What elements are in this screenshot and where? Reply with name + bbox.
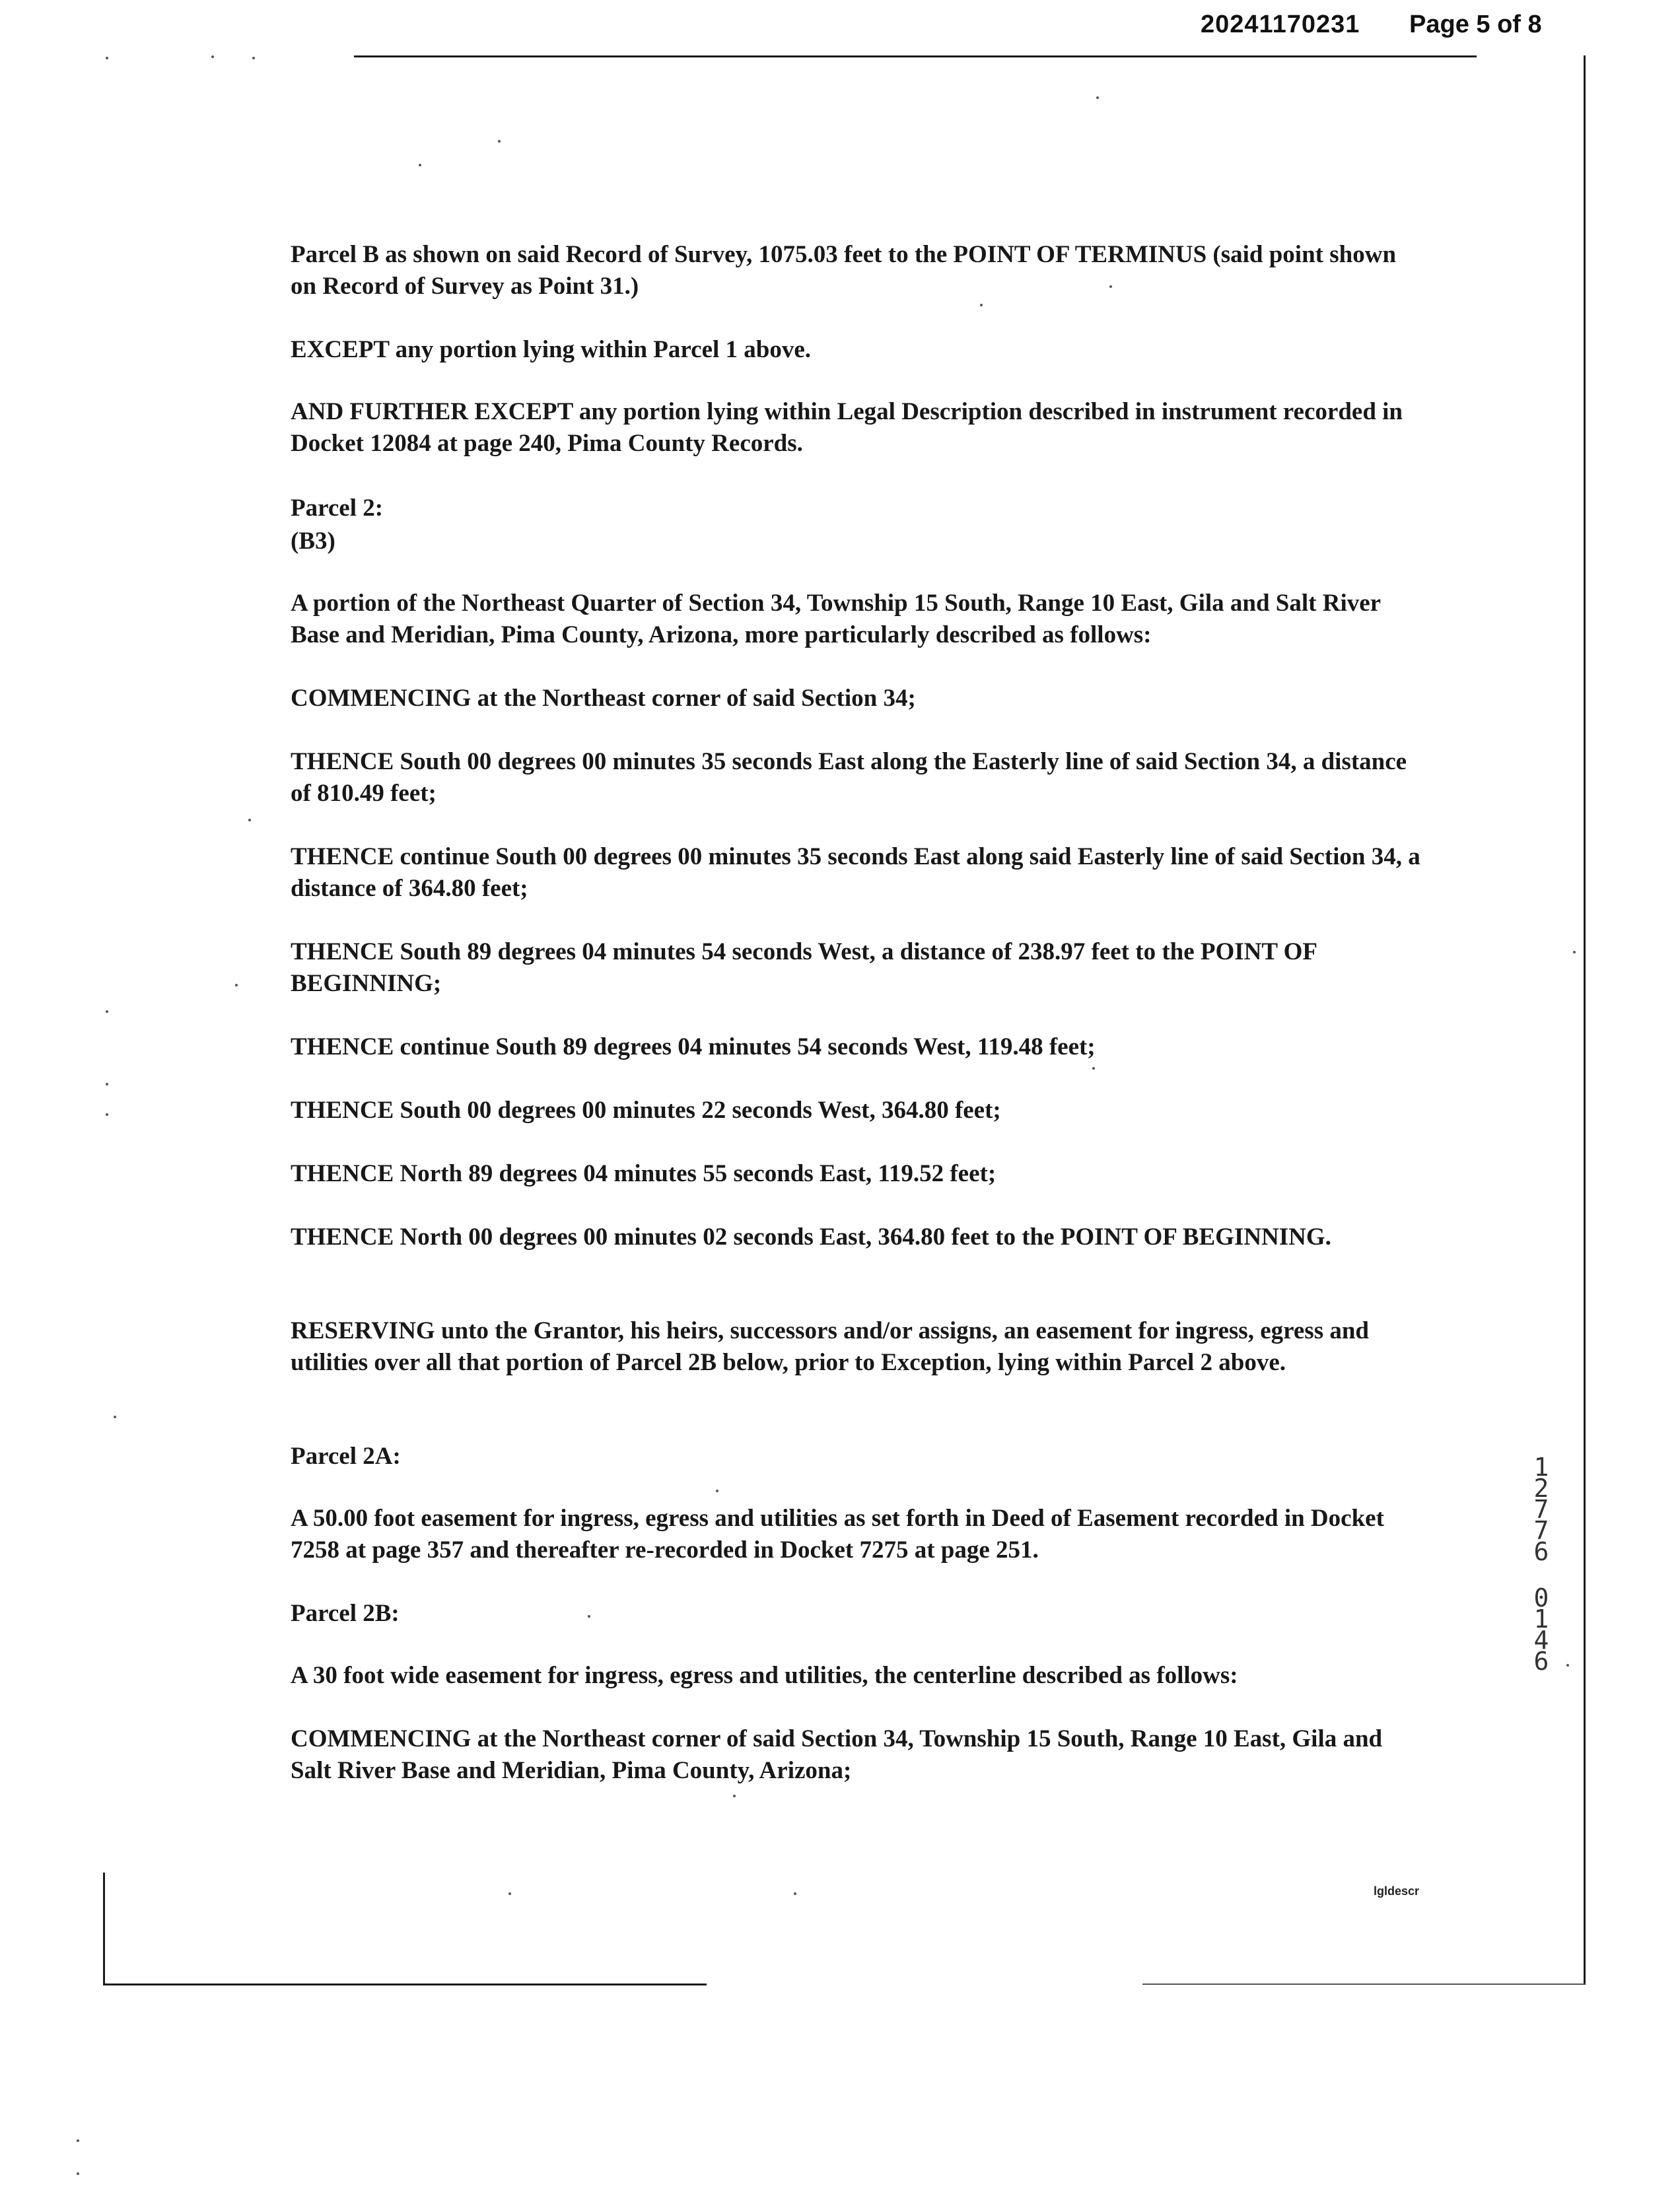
scan-speck	[1109, 285, 1112, 288]
paragraph-thence-6: THENCE North 89 degrees 04 minutes 55 seconds East, 119.52 feet;	[291, 1160, 997, 1187]
footer-code: lgldescr	[1374, 1884, 1420, 1898]
scan-speck	[235, 984, 238, 986]
paragraph-commencing-2: COMMENCING at the Northeast corner of said Section 34, Township 15 South, Range 10 East, Gila and Salt River Base and Meridian, Pima County, Arizona;	[291, 1725, 1383, 1784]
scan-speck	[211, 55, 214, 58]
scan-speck	[980, 304, 983, 306]
paragraph-northeast-quarter: A portion of the Northeast Quarter of Section 34, Township 15 South, Range 10 East, Gila and Salt River Base and Meridian, Pima County, Arizona, more particularly described as follows:	[291, 590, 1381, 648]
scan-speck	[106, 1010, 108, 1013]
scan-speck	[248, 819, 251, 821]
scan-speck	[1092, 1067, 1095, 1070]
scan-speck	[588, 1615, 590, 1618]
paragraph-thence-7: THENCE North 00 degrees 00 minutes 02 seconds East, 364.80 feet to the POINT OF BEGINNING.	[291, 1224, 1331, 1251]
right-border	[1584, 55, 1586, 1985]
page-label: Page 5 of 8	[1409, 11, 1542, 38]
paragraph-commencing-1: COMMENCING at the Northeast corner of said Section 34;	[291, 685, 916, 712]
paragraph-thence-5: THENCE South 00 degrees 00 minutes 22 seconds West, 364.80 feet;	[291, 1097, 1001, 1124]
scan-speck	[1566, 1664, 1569, 1667]
bottom-rule-left	[103, 1984, 707, 1985]
scan-speck	[106, 1083, 108, 1086]
scan-speck	[716, 1490, 718, 1492]
paragraph-thence-4: THENCE continue South 89 degrees 04 minutes 54 seconds West, 119.48 feet;	[291, 1033, 1096, 1060]
scan-speck	[498, 140, 501, 143]
paragraph-parcel-b-terminus: Parcel B as shown on said Record of Survey, 1075.03 feet to the POINT OF TERMINUS (said point shown on Record of Survey as Point 31.)	[291, 241, 1397, 300]
heading-parcel-2a: Parcel 2A:	[291, 1443, 401, 1470]
scan-speck	[794, 1892, 796, 1895]
paragraph-thence-3: THENCE South 89 degrees 04 minutes 54 seconds West, a distance of 238.97 feet to the POINT OF BEGINNING;	[291, 938, 1317, 997]
heading-parcel-2: Parcel 2:	[291, 495, 384, 522]
document-number: 20241170231	[1201, 11, 1360, 38]
paragraph-reserving: RESERVING unto the Grantor, his heirs, successors and/or assigns, an easement for ingress, egress and utilities over all that portion of Parcel 2B below, prior to Exception, lying within Parcel 2 above.	[291, 1317, 1370, 1376]
scan-speck	[106, 1113, 108, 1116]
scan-speck	[77, 2172, 79, 2175]
scan-speck	[1096, 96, 1099, 99]
scan-speck	[114, 1416, 116, 1418]
scan-speck	[252, 57, 255, 59]
bottom-rule-right	[1142, 1984, 1585, 1985]
paragraph-thence-1: THENCE South 00 degrees 00 minutes 35 seconds East along the Easterly line of said Section 34, a distance of 810.49 feet;	[291, 748, 1407, 807]
margin-stamp-page: 0146	[1533, 1583, 1549, 1676]
left-border	[103, 1873, 105, 1985]
scan-speck	[508, 1892, 511, 1895]
margin-stamp-docket: 12776	[1533, 1453, 1549, 1566]
paragraph-parcel-2b: A 30 foot wide easement for ingress, egress and utilities, the centerline described as follows:	[291, 1662, 1238, 1689]
scan-speck	[733, 1795, 736, 1797]
paragraph-except-parcel-1: EXCEPT any portion lying within Parcel 1 above.	[291, 336, 812, 363]
paragraph-further-except: AND FURTHER EXCEPT any portion lying within Legal Description described in instrument recorded in Docket 12084 at page 240, Pima County Records.	[291, 398, 1403, 457]
heading-b3: (B3)	[291, 528, 335, 555]
scan-speck	[106, 57, 108, 59]
heading-parcel-2b: Parcel 2B:	[291, 1600, 400, 1627]
paragraph-parcel-2a: A 50.00 foot easement for ingress, egress and utilities as set forth in Deed of Easement recorded in Docket 7258 at page 357 and thereafter re-recorded in Docket 7275 at page 251.	[291, 1505, 1384, 1564]
scan-speck	[1573, 951, 1576, 953]
header-rule	[354, 55, 1477, 57]
scan-speck	[419, 164, 421, 166]
paragraph-thence-2: THENCE continue South 00 degrees 00 minutes 35 seconds East along said Easterly line of said Section 34, a distance of 364.80 feet;	[291, 843, 1420, 902]
scan-speck	[77, 2139, 79, 2142]
